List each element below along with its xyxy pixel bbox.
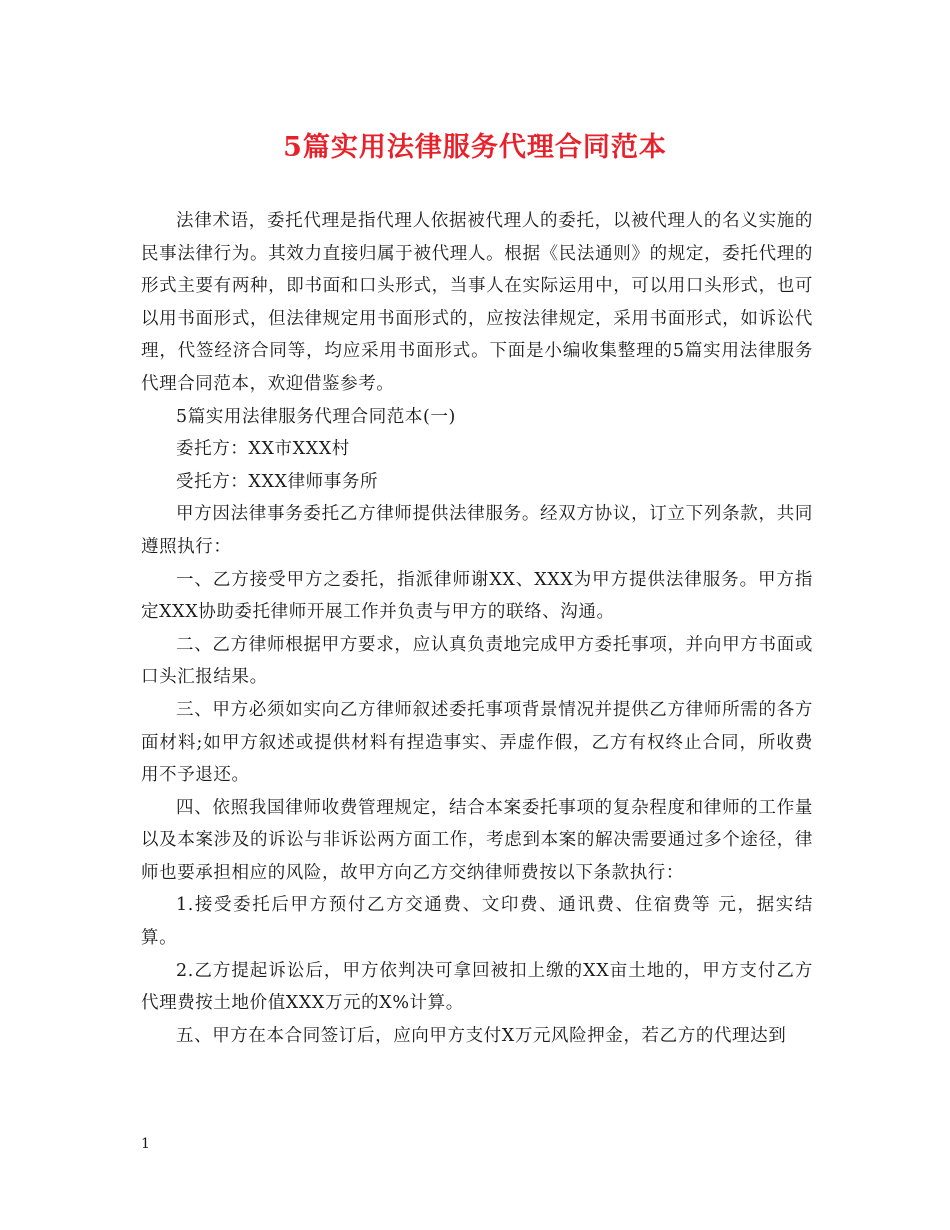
- clause-1: 一、乙方接受甲方之委托，指派律师谢XX、XXX为甲方提供法律服务。甲方指定XXX协助委托律师开展工作并负责与甲方的联络、沟通。: [141, 569, 813, 623]
- page-number: 1: [141, 1136, 150, 1152]
- document-title: 5篇实用法律服务代理合同范本: [283, 132, 667, 163]
- section-heading: 5篇实用法律服务代理合同范本(一): [176, 406, 456, 427]
- clause-5: 五、甲方在本合同签订后，应向甲方支付X万元风险押金，若乙方的代理达到: [176, 1025, 787, 1046]
- client-line: 委托方：XX市XXX村: [176, 439, 350, 460]
- intro-paragraph: 法律术语，委托代理是指代理人依据被代理人的委托，以被代理人的名义实施的民事法律行为。其效力直接归属于被代理人。根据《民法通则》的规定，委托代理的形式主要有两种，即书面和口头形式，当事人在实际运用中，可以用口头形式，也可以用书面形式，但法律规定用书面形式的，应按法律规定，采用书面形式，如诉讼代理，代签经济合同等，均应采用书面形式。下面是小编收集整理的5篇实用法律服务代理合同范本，欢迎借鉴参考。: [141, 211, 813, 394]
- agreement-paragraph: 甲方因法律事务委托乙方律师提供法律服务。经双方协议，订立下列条款，共同遵照执行：: [141, 504, 813, 557]
- clause-2: 二、乙方律师根据甲方要求，应认真负责地完成甲方委托事项，并向甲方书面或口头汇报结果。: [141, 634, 813, 688]
- clause-3: 三、甲方必须如实向乙方律师叙述委托事项背景情况并提供乙方律师所需的各方面材料;如甲方叙述或提供材料有捏造事实、弄虚作假，乙方有权终止合同，所收费用不予退还。: [141, 699, 813, 786]
- agent-line: 受托方：XXX律师事务所: [176, 471, 379, 492]
- clause-4-item-2: 2.乙方提起诉讼后，甲方依判决可拿回被扣上缴的XX亩土地的，甲方支付乙方代理费按土地价值XXX万元的X%计算。: [141, 960, 813, 1014]
- clause-4: 四、依照我国律师收费管理规定，结合本案委托事项的复杂程度和律师的工作量以及本案涉及的诉讼与非诉讼两方面工作，考虑到本案的解决需要通过多个途径，律师也要承担相应的风险，故甲方向乙方交纳律师费按以下条款执行：: [141, 797, 813, 883]
- document-body: [141, 205, 813, 1052]
- clause-4-item-1: 1.接受委托后甲方预付乙方交通费、文印费、通讯费、住宿费等 元，据实结算。: [141, 895, 813, 949]
